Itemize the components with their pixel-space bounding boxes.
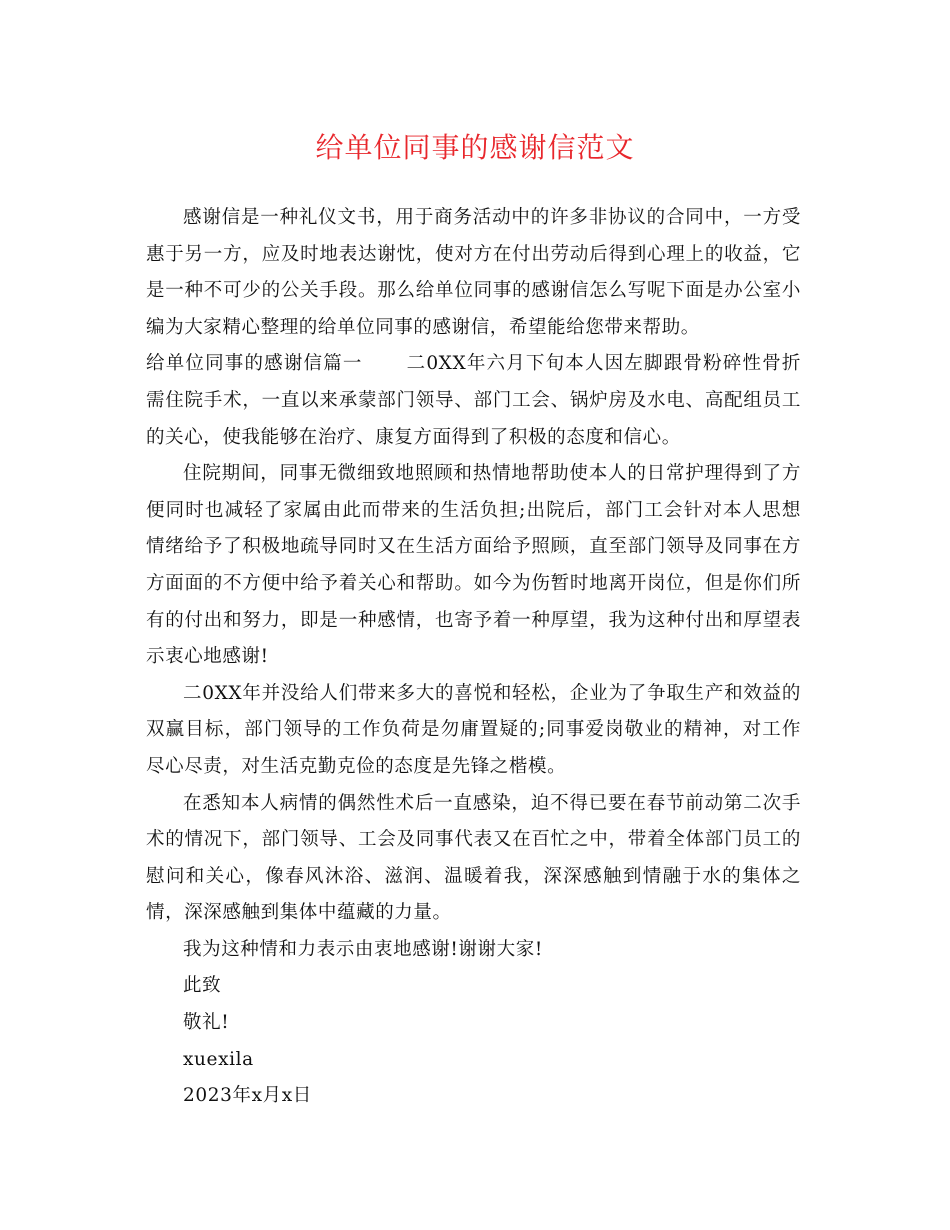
signature: xuexila [183, 1048, 254, 1070]
body-paragraph: 在悉知本人病情的偶然性术后一直感染，迫不得已要在春节前动第二次手术的情况下，部门领导、工会及同事代表又在百忙之中，带着全体部门员工的慰问和关心，像春风沐浴、滋润、温暖着我，深深感触到情融于水的集体之情，深深感触到集体中蕴藏的力量。 [146, 792, 801, 924]
document-body [146, 200, 801, 1115]
body-paragraph: 住院期间，同事无微细致地照顾和热情地帮助使本人的日常护理得到了方便同时也减轻了家属由此而带来的生活负担;出院后，部门工会针对本人思想情绪给予了积极地疏导同时又在生活方面给予照顾，直至部门领导及同事在方方面面的不方便中给予着关心和帮助。如今为伤暂时地离开岗位，但是你们所有的付出和努力，即是一种感情，也寄予着一种厚望，我为这种付出和厚望表示衷心地感谢! [146, 463, 801, 668]
intro-paragraph: 感谢信是一种礼仪文书，用于商务活动中的许多非协议的合同中，一方受惠于另一方，应及时地表达谢忱，使对方在付出劳动后得到心理上的收益，它是一种不可少的公关手段。那么给单位同事的感谢信怎么写呢下面是办公室小编为大家精心整理的给单位同事的感谢信，希望能给您带来帮助。 [146, 207, 801, 338]
closing-salutation: 此致 [183, 975, 222, 997]
body-paragraph: 我为这种情和力表示由衷地感谢!谢谢大家! [183, 938, 543, 960]
section-heading: 给单位同事的感谢信篇一 [146, 353, 363, 375]
body-paragraph: 二0XX年并没给人们带来多大的喜悦和轻松，企业为了争取生产和效益的双赢目标，部门领导的工作负荷是勿庸置疑的;同事爱岗敬业的精神，对工作尽心尽责，对生活克勤克俭的态度是先锋之楷模。 [146, 682, 801, 777]
section-one-paragraph [146, 346, 801, 456]
document-title: 给单位同事的感谢信范文 [315, 131, 635, 164]
section-first-text: 二0XX年六月下旬本人因左脚跟骨粉碎性骨折需住院手术，一直以来承蒙部门领导、部门工会、锅炉房及水电、高配组员工的关心，使我能够在治疗、康复方面得到了积极的态度和信心。 [146, 353, 801, 448]
closing-regards: 敬礼! [183, 1012, 230, 1034]
letter-date: 2023年x月x日 [183, 1085, 312, 1107]
